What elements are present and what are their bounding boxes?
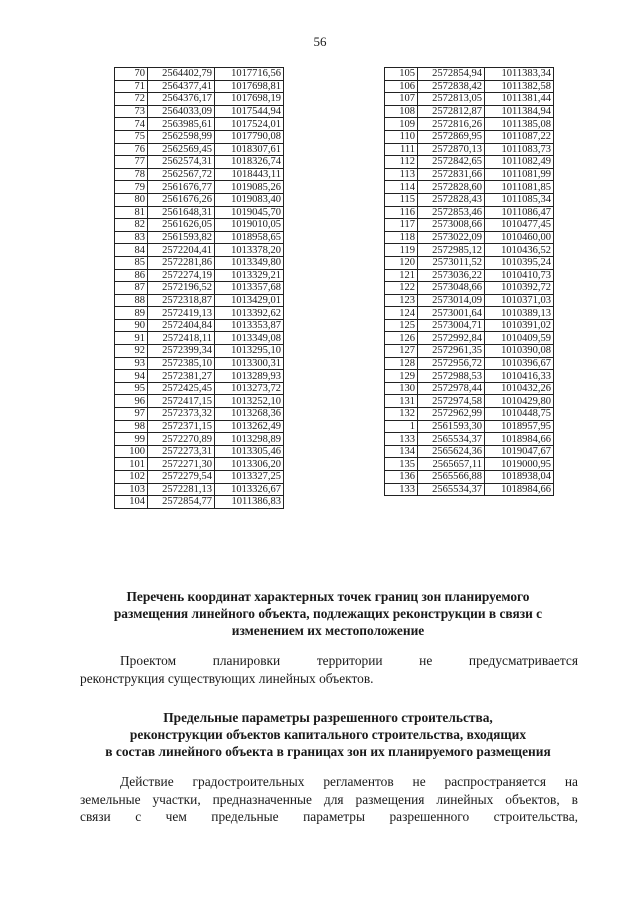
x-coordinate-cell: 2572978,44 bbox=[418, 382, 485, 395]
point-number-cell: 116 bbox=[385, 206, 418, 219]
page-number: 56 bbox=[313, 34, 327, 49]
table-row bbox=[385, 118, 554, 131]
table-row bbox=[115, 420, 284, 433]
x-coordinate-cell: 2572417,15 bbox=[148, 395, 215, 408]
point-number-cell: 91 bbox=[115, 332, 148, 345]
x-coordinate-cell: 2562598,99 bbox=[148, 130, 215, 143]
table-row bbox=[385, 382, 554, 395]
x-coordinate-cell: 2572318,87 bbox=[148, 294, 215, 307]
table-row bbox=[115, 80, 284, 93]
y-coordinate-cell: 1013262,49 bbox=[215, 420, 284, 433]
table-row bbox=[115, 319, 284, 332]
point-number-cell: 76 bbox=[115, 143, 148, 156]
y-coordinate-cell: 1013353,87 bbox=[215, 319, 284, 332]
y-coordinate-cell: 1011087,22 bbox=[485, 130, 554, 143]
table-row bbox=[115, 307, 284, 320]
y-coordinate-cell: 1010389,13 bbox=[485, 307, 554, 320]
heading-coordinates-list bbox=[78, 588, 578, 639]
table-row bbox=[115, 93, 284, 106]
x-coordinate-cell: 2573001,64 bbox=[418, 307, 485, 320]
point-number-cell: 80 bbox=[115, 193, 148, 206]
point-number-cell: 77 bbox=[115, 156, 148, 169]
table-row bbox=[385, 105, 554, 118]
paragraph-line: Проектом планировки территории не предусматривается bbox=[120, 653, 578, 668]
table-row bbox=[115, 269, 284, 282]
point-number-cell: 73 bbox=[115, 105, 148, 118]
x-coordinate-cell: 2565534,37 bbox=[418, 483, 485, 496]
table-row bbox=[115, 445, 284, 458]
table-row bbox=[385, 370, 554, 383]
x-coordinate-cell: 2572828,43 bbox=[418, 193, 485, 206]
table-row bbox=[385, 332, 554, 345]
y-coordinate-cell: 1017698,81 bbox=[215, 80, 284, 93]
point-number-cell: 129 bbox=[385, 370, 418, 383]
y-coordinate-cell: 1018443,11 bbox=[215, 168, 284, 181]
x-coordinate-cell: 2565566,88 bbox=[418, 471, 485, 484]
table-row bbox=[385, 307, 554, 320]
table-row bbox=[385, 181, 554, 194]
x-coordinate-cell: 2564376,17 bbox=[148, 93, 215, 106]
y-coordinate-cell: 1011081,85 bbox=[485, 181, 554, 194]
table-row bbox=[115, 332, 284, 345]
table-row bbox=[385, 357, 554, 370]
x-coordinate-cell: 2572842,65 bbox=[418, 156, 485, 169]
point-number-cell: 128 bbox=[385, 357, 418, 370]
x-coordinate-cell: 2572273,31 bbox=[148, 445, 215, 458]
y-coordinate-cell: 1010391,02 bbox=[485, 319, 554, 332]
y-coordinate-cell: 1010432,26 bbox=[485, 382, 554, 395]
point-number-cell: 133 bbox=[385, 433, 418, 446]
point-number-cell: 104 bbox=[115, 496, 148, 509]
y-coordinate-cell: 1010429,80 bbox=[485, 395, 554, 408]
y-coordinate-cell: 1010448,75 bbox=[485, 408, 554, 421]
x-coordinate-cell: 2572838,42 bbox=[418, 80, 485, 93]
point-number-cell: 103 bbox=[115, 483, 148, 496]
y-coordinate-cell: 1018984,66 bbox=[485, 433, 554, 446]
point-number-cell: 84 bbox=[115, 244, 148, 257]
table-row bbox=[385, 206, 554, 219]
point-number-cell: 89 bbox=[115, 307, 148, 320]
point-number-cell: 118 bbox=[385, 231, 418, 244]
y-coordinate-cell: 1011081,99 bbox=[485, 168, 554, 181]
y-coordinate-cell: 1010390,08 bbox=[485, 345, 554, 358]
y-coordinate-cell: 1013273,72 bbox=[215, 382, 284, 395]
y-coordinate-cell: 1011086,47 bbox=[485, 206, 554, 219]
table-row bbox=[115, 68, 284, 81]
x-coordinate-cell: 2572854,77 bbox=[148, 496, 215, 509]
x-coordinate-cell: 2573022,09 bbox=[418, 231, 485, 244]
table-row bbox=[115, 382, 284, 395]
table-row bbox=[385, 458, 554, 471]
x-coordinate-cell: 2564402,79 bbox=[148, 68, 215, 81]
y-coordinate-cell: 1011386,83 bbox=[215, 496, 284, 509]
x-coordinate-cell: 2573008,66 bbox=[418, 219, 485, 232]
table-row bbox=[385, 445, 554, 458]
y-coordinate-cell: 1010409,59 bbox=[485, 332, 554, 345]
point-number-cell: 107 bbox=[385, 93, 418, 106]
point-number-cell: 132 bbox=[385, 408, 418, 421]
y-coordinate-cell: 1010416,33 bbox=[485, 370, 554, 383]
heading-line: размещения линейного объекта, подлежащих реконструкции в связи с bbox=[113, 606, 543, 621]
coordinates-table-right bbox=[384, 67, 554, 496]
table-row bbox=[115, 408, 284, 421]
y-coordinate-cell: 1018326,74 bbox=[215, 156, 284, 169]
x-coordinate-cell: 2572373,32 bbox=[148, 408, 215, 421]
point-number-cell: 78 bbox=[115, 168, 148, 181]
y-coordinate-cell: 1013378,20 bbox=[215, 244, 284, 257]
table-row bbox=[115, 471, 284, 484]
x-coordinate-cell: 2572196,52 bbox=[148, 282, 215, 295]
y-coordinate-cell: 1018307,61 bbox=[215, 143, 284, 156]
y-coordinate-cell: 1013289,93 bbox=[215, 370, 284, 383]
point-number-cell: 121 bbox=[385, 269, 418, 282]
point-number-cell: 83 bbox=[115, 231, 148, 244]
y-coordinate-cell: 1010410,73 bbox=[485, 269, 554, 282]
table-row bbox=[385, 483, 554, 496]
point-number-cell: 87 bbox=[115, 282, 148, 295]
point-number-cell: 123 bbox=[385, 294, 418, 307]
point-number-cell: 82 bbox=[115, 219, 148, 232]
heading-line: Предельные параметры разрешенного строительства, bbox=[163, 710, 493, 725]
y-coordinate-cell: 1011085,34 bbox=[485, 193, 554, 206]
y-coordinate-cell: 1011082,49 bbox=[485, 156, 554, 169]
point-number-cell: 117 bbox=[385, 219, 418, 232]
point-number-cell: 90 bbox=[115, 319, 148, 332]
point-number-cell: 127 bbox=[385, 345, 418, 358]
table-row bbox=[115, 458, 284, 471]
x-coordinate-cell: 2572419,13 bbox=[148, 307, 215, 320]
y-coordinate-cell: 1011385,08 bbox=[485, 118, 554, 131]
y-coordinate-cell: 1013429,01 bbox=[215, 294, 284, 307]
y-coordinate-cell: 1013252,10 bbox=[215, 395, 284, 408]
point-number-cell: 93 bbox=[115, 357, 148, 370]
y-coordinate-cell: 1010396,67 bbox=[485, 357, 554, 370]
table-row bbox=[115, 219, 284, 232]
point-number-cell: 112 bbox=[385, 156, 418, 169]
x-coordinate-cell: 2572274,19 bbox=[148, 269, 215, 282]
table-row bbox=[115, 483, 284, 496]
y-coordinate-cell: 1011384,94 bbox=[485, 105, 554, 118]
x-coordinate-cell: 2563985,61 bbox=[148, 118, 215, 131]
y-coordinate-cell: 1013349,08 bbox=[215, 332, 284, 345]
x-coordinate-cell: 2572271,30 bbox=[148, 458, 215, 471]
table-row bbox=[385, 420, 554, 433]
y-coordinate-cell: 1013305,46 bbox=[215, 445, 284, 458]
paragraph-line: реконструкция существующих линейных объектов. bbox=[80, 670, 374, 686]
table-row bbox=[385, 219, 554, 232]
table-row bbox=[115, 244, 284, 257]
heading-limit-parameters bbox=[78, 709, 578, 760]
table-row bbox=[385, 282, 554, 295]
y-coordinate-cell: 1013357,68 bbox=[215, 282, 284, 295]
heading-line: в состав линейного объекта в границах зон их планируемого размещения bbox=[105, 744, 551, 759]
y-coordinate-cell: 1013268,36 bbox=[215, 408, 284, 421]
y-coordinate-cell: 1018984,66 bbox=[485, 483, 554, 496]
y-coordinate-cell: 1013295,10 bbox=[215, 345, 284, 358]
y-coordinate-cell: 1017790,08 bbox=[215, 130, 284, 143]
table-row bbox=[385, 156, 554, 169]
point-number-cell: 99 bbox=[115, 433, 148, 446]
point-number-cell: 122 bbox=[385, 282, 418, 295]
y-coordinate-cell: 1011382,58 bbox=[485, 80, 554, 93]
point-number-cell: 95 bbox=[115, 382, 148, 395]
point-number-cell: 119 bbox=[385, 244, 418, 257]
point-number-cell: 97 bbox=[115, 408, 148, 421]
point-number-cell: 130 bbox=[385, 382, 418, 395]
table-row bbox=[115, 395, 284, 408]
table-row bbox=[385, 269, 554, 282]
table-row bbox=[385, 168, 554, 181]
y-coordinate-cell: 1013349,80 bbox=[215, 256, 284, 269]
point-number-cell: 111 bbox=[385, 143, 418, 156]
x-coordinate-cell: 2572992,84 bbox=[418, 332, 485, 345]
y-coordinate-cell: 1011083,73 bbox=[485, 143, 554, 156]
y-coordinate-cell: 1010392,72 bbox=[485, 282, 554, 295]
heading-line: изменением их местоположение bbox=[231, 623, 425, 638]
y-coordinate-cell: 1013329,21 bbox=[215, 269, 284, 282]
y-coordinate-cell: 1019047,67 bbox=[485, 445, 554, 458]
table-row bbox=[115, 231, 284, 244]
x-coordinate-cell: 2561593,82 bbox=[148, 231, 215, 244]
x-coordinate-cell: 2572381,27 bbox=[148, 370, 215, 383]
x-coordinate-cell: 2572869,95 bbox=[418, 130, 485, 143]
point-number-cell: 135 bbox=[385, 458, 418, 471]
y-coordinate-cell: 1010371,03 bbox=[485, 294, 554, 307]
point-number-cell: 100 bbox=[115, 445, 148, 458]
table-row bbox=[385, 408, 554, 421]
y-coordinate-cell: 1017524,01 bbox=[215, 118, 284, 131]
x-coordinate-cell: 2562567,72 bbox=[148, 168, 215, 181]
x-coordinate-cell: 2565657,11 bbox=[418, 458, 485, 471]
heading-line: Перечень координат характерных точек границ зон планируемого bbox=[126, 589, 530, 604]
point-number-cell: 70 bbox=[115, 68, 148, 81]
x-coordinate-cell: 2573011,52 bbox=[418, 256, 485, 269]
x-coordinate-cell: 2572853,46 bbox=[418, 206, 485, 219]
x-coordinate-cell: 2572281,13 bbox=[148, 483, 215, 496]
table-row bbox=[385, 433, 554, 446]
y-coordinate-cell: 1013300,31 bbox=[215, 357, 284, 370]
table-row bbox=[115, 156, 284, 169]
table-row bbox=[115, 433, 284, 446]
point-number-cell: 115 bbox=[385, 193, 418, 206]
point-number-cell: 131 bbox=[385, 395, 418, 408]
table-row bbox=[115, 181, 284, 194]
table-row bbox=[385, 256, 554, 269]
paragraph-line: связи с чем предельные параметры разрешенного строительства, bbox=[80, 809, 578, 824]
heading-line: реконструкции объектов капитального строительства, входящих bbox=[129, 727, 527, 742]
table-row bbox=[115, 370, 284, 383]
x-coordinate-cell: 2572985,12 bbox=[418, 244, 485, 257]
table-row bbox=[115, 496, 284, 509]
paragraph-regulations bbox=[80, 773, 578, 826]
table-row bbox=[115, 193, 284, 206]
point-number-cell: 102 bbox=[115, 471, 148, 484]
x-coordinate-cell: 2562574,31 bbox=[148, 156, 215, 169]
point-number-cell: 113 bbox=[385, 168, 418, 181]
paragraph-line: Действие градостроительных регламентов не распространяется на bbox=[120, 774, 578, 789]
table-row bbox=[385, 231, 554, 244]
x-coordinate-cell: 2573014,09 bbox=[418, 294, 485, 307]
x-coordinate-cell: 2572279,54 bbox=[148, 471, 215, 484]
point-number-cell: 74 bbox=[115, 118, 148, 131]
table-row bbox=[385, 130, 554, 143]
table-row bbox=[115, 143, 284, 156]
x-coordinate-cell: 2573036,22 bbox=[418, 269, 485, 282]
table-row bbox=[385, 93, 554, 106]
y-coordinate-cell: 1011383,34 bbox=[485, 68, 554, 81]
point-number-cell: 114 bbox=[385, 181, 418, 194]
table-row bbox=[385, 471, 554, 484]
x-coordinate-cell: 2572204,41 bbox=[148, 244, 215, 257]
x-coordinate-cell: 2572425,45 bbox=[148, 382, 215, 395]
point-number-cell: 106 bbox=[385, 80, 418, 93]
point-number-cell: 109 bbox=[385, 118, 418, 131]
x-coordinate-cell: 2572854,94 bbox=[418, 68, 485, 81]
x-coordinate-cell: 2562569,45 bbox=[148, 143, 215, 156]
x-coordinate-cell: 2572816,26 bbox=[418, 118, 485, 131]
point-number-cell: 125 bbox=[385, 319, 418, 332]
y-coordinate-cell: 1013327,25 bbox=[215, 471, 284, 484]
point-number-cell: 86 bbox=[115, 269, 148, 282]
point-number-cell: 72 bbox=[115, 93, 148, 106]
point-number-cell: 120 bbox=[385, 256, 418, 269]
table-row bbox=[385, 143, 554, 156]
y-coordinate-cell: 1013326,67 bbox=[215, 483, 284, 496]
x-coordinate-cell: 2572831,66 bbox=[418, 168, 485, 181]
table-row bbox=[385, 244, 554, 257]
y-coordinate-cell: 1017698,19 bbox=[215, 93, 284, 106]
x-coordinate-cell: 2572399,34 bbox=[148, 345, 215, 358]
point-number-cell: 79 bbox=[115, 181, 148, 194]
point-number-cell: 96 bbox=[115, 395, 148, 408]
x-coordinate-cell: 2565624,36 bbox=[418, 445, 485, 458]
table-row bbox=[115, 206, 284, 219]
point-number-cell: 108 bbox=[385, 105, 418, 118]
x-coordinate-cell: 2561648,31 bbox=[148, 206, 215, 219]
x-coordinate-cell: 2572418,11 bbox=[148, 332, 215, 345]
point-number-cell: 136 bbox=[385, 471, 418, 484]
x-coordinate-cell: 2572974,58 bbox=[418, 395, 485, 408]
point-number-cell: 134 bbox=[385, 445, 418, 458]
table-row bbox=[385, 68, 554, 81]
x-coordinate-cell: 2572961,35 bbox=[418, 345, 485, 358]
table-row bbox=[385, 80, 554, 93]
coordinates-table-left bbox=[114, 67, 284, 509]
x-coordinate-cell: 2565534,37 bbox=[418, 433, 485, 446]
x-coordinate-cell: 2572812,87 bbox=[418, 105, 485, 118]
point-number-cell: 81 bbox=[115, 206, 148, 219]
x-coordinate-cell: 2572404,84 bbox=[148, 319, 215, 332]
table-row bbox=[385, 395, 554, 408]
point-number-cell: 75 bbox=[115, 130, 148, 143]
y-coordinate-cell: 1018938,04 bbox=[485, 471, 554, 484]
y-coordinate-cell: 1013298,89 bbox=[215, 433, 284, 446]
y-coordinate-cell: 1018958,65 bbox=[215, 231, 284, 244]
point-number-cell: 101 bbox=[115, 458, 148, 471]
x-coordinate-cell: 2572270,89 bbox=[148, 433, 215, 446]
y-coordinate-cell: 1010395,24 bbox=[485, 256, 554, 269]
table-row bbox=[115, 357, 284, 370]
x-coordinate-cell: 2573048,66 bbox=[418, 282, 485, 295]
point-number-cell: 126 bbox=[385, 332, 418, 345]
point-number-cell: 133 bbox=[385, 483, 418, 496]
x-coordinate-cell: 2572870,13 bbox=[418, 143, 485, 156]
paragraph-reconstruction bbox=[80, 652, 578, 687]
x-coordinate-cell: 2561676,77 bbox=[148, 181, 215, 194]
point-number-cell: 105 bbox=[385, 68, 418, 81]
table-row bbox=[115, 168, 284, 181]
y-coordinate-cell: 1017716,56 bbox=[215, 68, 284, 81]
table-row bbox=[115, 256, 284, 269]
y-coordinate-cell: 1018957,95 bbox=[485, 420, 554, 433]
x-coordinate-cell: 2564377,41 bbox=[148, 80, 215, 93]
table-row bbox=[115, 118, 284, 131]
y-coordinate-cell: 1017544,94 bbox=[215, 105, 284, 118]
x-coordinate-cell: 2572956,72 bbox=[418, 357, 485, 370]
y-coordinate-cell: 1019045,70 bbox=[215, 206, 284, 219]
point-number-cell: 124 bbox=[385, 307, 418, 320]
paragraph-line: земельные участки, предназначенные для размещения линейных объектов, в bbox=[80, 791, 578, 807]
x-coordinate-cell: 2572813,05 bbox=[418, 93, 485, 106]
table-row bbox=[115, 130, 284, 143]
y-coordinate-cell: 1019085,26 bbox=[215, 181, 284, 194]
table-row bbox=[115, 294, 284, 307]
x-coordinate-cell: 2572962,99 bbox=[418, 408, 485, 421]
y-coordinate-cell: 1019083,40 bbox=[215, 193, 284, 206]
x-coordinate-cell: 2561676,26 bbox=[148, 193, 215, 206]
y-coordinate-cell: 1019010,05 bbox=[215, 219, 284, 232]
point-number-cell: 88 bbox=[115, 294, 148, 307]
point-number-cell: 98 bbox=[115, 420, 148, 433]
x-coordinate-cell: 2572988,53 bbox=[418, 370, 485, 383]
y-coordinate-cell: 1013306,20 bbox=[215, 458, 284, 471]
table-row bbox=[115, 282, 284, 295]
x-coordinate-cell: 2572371,15 bbox=[148, 420, 215, 433]
point-number-cell: 92 bbox=[115, 345, 148, 358]
table-row bbox=[115, 105, 284, 118]
table-row bbox=[115, 345, 284, 358]
y-coordinate-cell: 1010436,52 bbox=[485, 244, 554, 257]
point-number-cell: 110 bbox=[385, 130, 418, 143]
y-coordinate-cell: 1019000,95 bbox=[485, 458, 554, 471]
point-number-cell: 85 bbox=[115, 256, 148, 269]
y-coordinate-cell: 1013392,62 bbox=[215, 307, 284, 320]
x-coordinate-cell: 2564033,09 bbox=[148, 105, 215, 118]
x-coordinate-cell: 2573004,71 bbox=[418, 319, 485, 332]
x-coordinate-cell: 2561626,05 bbox=[148, 219, 215, 232]
point-number-cell: 94 bbox=[115, 370, 148, 383]
x-coordinate-cell: 2572281,86 bbox=[148, 256, 215, 269]
x-coordinate-cell: 2572828,60 bbox=[418, 181, 485, 194]
table-row bbox=[385, 193, 554, 206]
table-row bbox=[385, 294, 554, 307]
table-row bbox=[385, 345, 554, 358]
y-coordinate-cell: 1010460,00 bbox=[485, 231, 554, 244]
table-row bbox=[385, 319, 554, 332]
point-number-cell: 71 bbox=[115, 80, 148, 93]
y-coordinate-cell: 1010477,45 bbox=[485, 219, 554, 232]
point-number-cell: 1 bbox=[385, 420, 418, 433]
x-coordinate-cell: 2572385,10 bbox=[148, 357, 215, 370]
x-coordinate-cell: 2561593,30 bbox=[418, 420, 485, 433]
y-coordinate-cell: 1011381,44 bbox=[485, 93, 554, 106]
